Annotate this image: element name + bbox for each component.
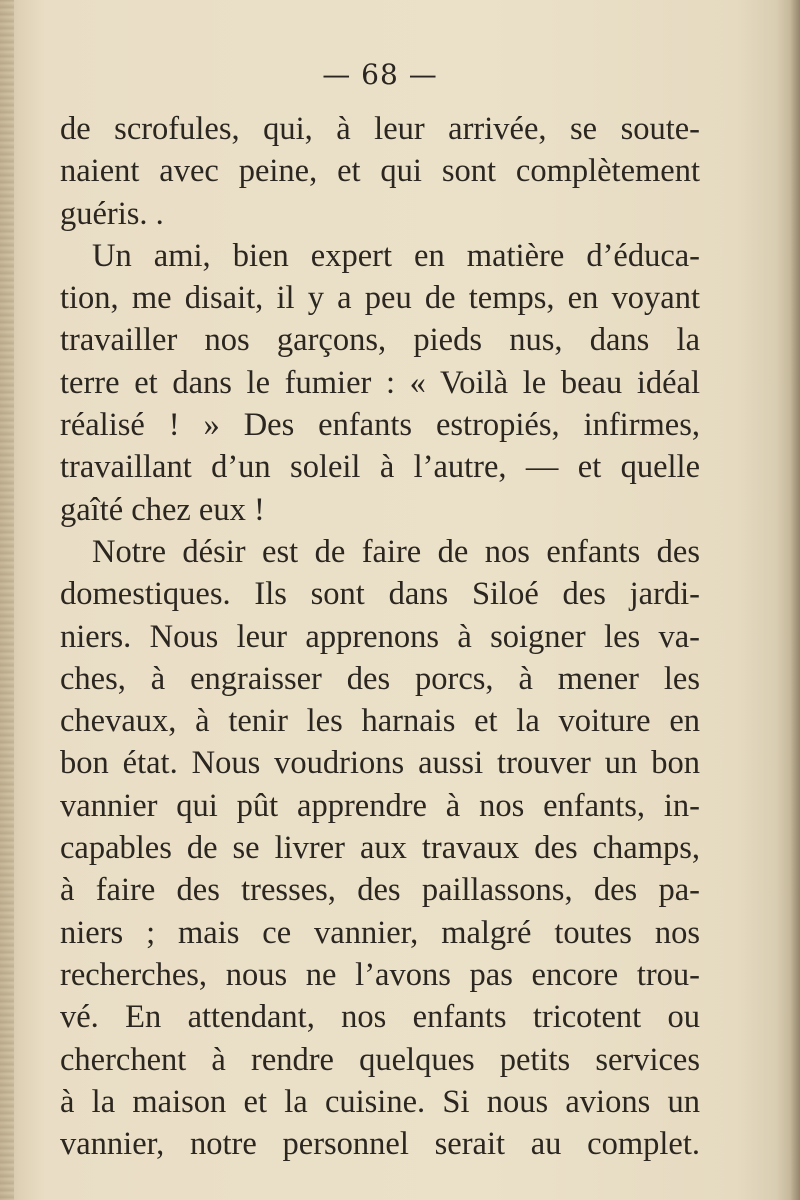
page-edge-shadow xyxy=(790,0,800,1200)
text-line: capables de se livrer aux travaux des champs, xyxy=(60,830,700,867)
text-line: à la maison et la cuisine. Si nous avions un xyxy=(60,1083,700,1120)
text-line: naient avec peine, et qui sont complètement xyxy=(60,153,700,190)
text-line: à faire des tresses, des paillassons, des pa- xyxy=(60,872,700,909)
text-line: recherches, nous ne l’avons pas encore trou- xyxy=(60,956,700,993)
text-line: domestiques. Ils sont dans Siloé des jardi- xyxy=(60,576,700,613)
page-gutter xyxy=(0,0,14,1200)
text-line: de scrofules, qui, à leur arrivée, se soute- xyxy=(60,111,700,147)
page-body-text xyxy=(60,108,700,1165)
text-line: travaillant d’un soleil à l’autre, — et quelle xyxy=(60,449,700,486)
text-line: vannier qui pût apprendre à nos enfants, in- xyxy=(60,787,700,824)
text-line: vé. En attendant, nos enfants tricotent ou xyxy=(60,999,700,1036)
text-line: niers ; mais ce vannier, malgré toutes nos xyxy=(60,914,700,951)
text-line: tion, me disait, il y a peu de temps, en voyant xyxy=(60,280,700,317)
text-line: ches, à engraisser des porcs, à mener les xyxy=(60,660,700,697)
text-line: bon état. Nous voudrions aussi trouver un bon xyxy=(60,745,700,782)
text-line: gaîté chez eux ! xyxy=(60,491,265,528)
text-line: chevaux, à tenir les harnais et la voiture en xyxy=(60,703,700,740)
text-line: Un ami, bien expert en matière d’éduca- xyxy=(92,237,700,274)
text-line: réalisé ! » Des enfants estropiés, infirmes, xyxy=(60,407,700,444)
text-line: travailler nos garçons, pieds nus, dans la xyxy=(60,322,700,359)
text-line: vannier, notre personnel serait au complet. xyxy=(60,1126,700,1163)
text-line: niers. Nous leur apprenons à soigner les va- xyxy=(60,618,700,655)
page-number: — 68 — xyxy=(322,58,438,91)
text-line: cherchent à rendre quelques petits services xyxy=(60,1041,700,1078)
text-line: terre et dans le fumier : « Voilà le beau idéal xyxy=(60,364,700,401)
text-line: Notre désir est de faire de nos enfants des xyxy=(92,533,700,570)
text-line: guéris. . xyxy=(60,195,164,232)
